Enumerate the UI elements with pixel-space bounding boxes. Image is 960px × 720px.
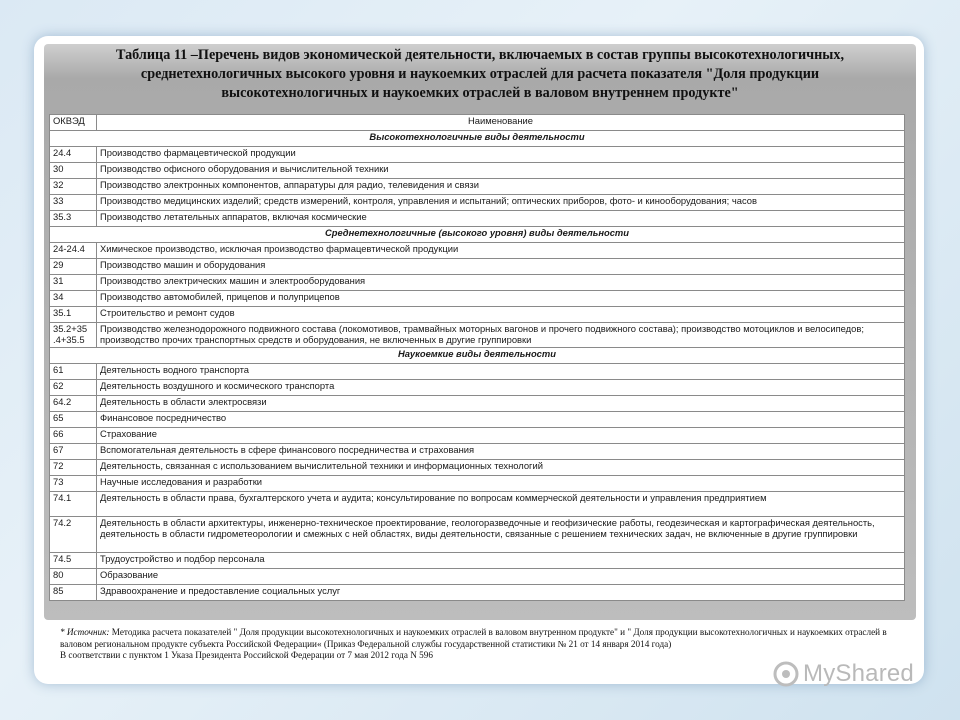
okved-code: 65 [50,412,97,428]
activity-name: Финансовое посредничество [97,412,905,428]
activity-name: Вспомогательная деятельность в сфере финансового посредничества и страхования [97,444,905,460]
table-row [50,275,905,291]
okved-code: 24-24.4 [50,243,97,259]
table-row [50,476,905,492]
source-footnote [60,627,920,662]
table-row [50,412,905,428]
activity-name: Деятельность в области архитектуры, инженерно-техническое проектирование, геологоразведочные и геофизические работы, геодезическая и картографическая деятельность, деятельность в области гидрометеорологии и смежных с ней областях, виды деятельности, связанные с решением технических задач, не включенные в другие группировки [97,517,905,553]
table-row [50,323,905,348]
okved-code: 30 [50,163,97,179]
okved-code: 67 [50,444,97,460]
okved-code: 32 [50,179,97,195]
activity-name: Деятельность водного транспорта [97,364,905,380]
section-row [50,348,905,364]
activity-name: Страхование [97,428,905,444]
watermark-text: MyShared [803,660,914,687]
okved-code: 72 [50,460,97,476]
table-row [50,179,905,195]
table-row [50,147,905,163]
activity-name: Здравоохранение и предоставление социальных услуг [97,585,905,601]
okved-code: 74.2 [50,517,97,553]
okved-code: 61 [50,364,97,380]
table-row [50,492,905,517]
table-row [50,195,905,211]
table-row [50,553,905,569]
okved-code: 80 [50,569,97,585]
section-title: Среднетехнологичные (высокого уровня) виды деятельности [50,227,905,243]
activity-name: Деятельность воздушного и космического транспорта [97,380,905,396]
table-row [50,291,905,307]
table-row [50,396,905,412]
activity-name: Образование [97,569,905,585]
activity-name: Производство электрических машин и электрооборудования [97,275,905,291]
okved-code: 31 [50,275,97,291]
table-row [50,211,905,227]
activity-name: Трудоустройство и подбор персонала [97,553,905,569]
title-line-3: высокотехнологичных и наукоемких отраслей в валовом внутреннем продукте" [221,85,739,101]
okved-code: 74.5 [50,553,97,569]
okved-code: 34 [50,291,97,307]
okved-code: 24.4 [50,147,97,163]
okved-code: 35.3 [50,211,97,227]
okved-code: 29 [50,259,97,275]
watermark-logo [773,659,914,689]
table-row [50,380,905,396]
activity-name: Производство электронных компонентов, аппаратуры для радио, телевидения и связи [97,179,905,195]
okved-code: 64.2 [50,396,97,412]
source-text: Методика расчета показателей " Доля продукции высокотехнологичных и наукоемких отраслей в валовом внутренном продукте" и " Доля продукции высокотехнологичных и наукоемких отраслей в валовом региональном продукте субъекта Российской Федерации« (Приказ Федеральной службы государственной статистики № 21 от 14 января 2014 года) [60,627,887,649]
okved-code: 85 [50,585,97,601]
okved-code: 35.1 [50,307,97,323]
table-row [50,444,905,460]
activity-name: Производство медицинских изделий; средств измерений, контроля, управления и испытаний; оптических приборов, фото- и кинооборудования; часов [97,195,905,211]
title-line-2: среднетехнологичных высокого уровня и наукоемких отраслей для расчета показателя "Доля продукции [140,66,820,82]
section-row [50,227,905,243]
okved-code: 35.2+35 .4+35.5 [50,323,97,348]
table-row [50,163,905,179]
table-row [50,517,905,553]
myshared-logo-icon [773,661,799,687]
activity-name: Деятельность в области электросвязи [97,396,905,412]
activity-name: Производство летательных аппаратов, включая космические [97,211,905,227]
activity-name: Производство железнодорожного подвижного состава (локомотивов, трамвайных моторных вагонов и прочего подвижного состава); производство мотоциклов и велосипедов; производство прочих транспортных средств и оборудования, не включенных в другие группировки [97,323,905,348]
section-row [50,131,905,147]
activity-name: Строительство и ремонт судов [97,307,905,323]
activity-name: Производство машин и оборудования [97,259,905,275]
header-name: Наименование [97,115,905,131]
activity-name: Производство офисного оборудования и вычислительной техники [97,163,905,179]
table-row [50,307,905,323]
okved-code: 66 [50,428,97,444]
activity-name: Научные исследования и разработки [97,476,905,492]
table-header-row [50,115,905,131]
okved-table [49,114,905,601]
title-line-1: Таблица 11 –Перечень видов экономической деятельности, включаемых в состав группы высокотехнологичных, [115,47,845,63]
activity-name: Химическое производство, исключая производство фармацевтической продукции [97,243,905,259]
activity-name: Деятельность в области права, бухгалтерского учета и аудита; консультирование по вопросам коммерческой деятельности и управления предприятием [97,492,905,517]
source-label: * Источник: [60,627,110,637]
table-row [50,460,905,476]
okved-code: 74.1 [50,492,97,517]
okved-code: 62 [50,380,97,396]
activity-name: Производство фармацевтической продукции [97,147,905,163]
okved-code: 33 [50,195,97,211]
activity-name: Деятельность, связанная с использованием вычислительной техники и информационных технологий [97,460,905,476]
okved-code: 73 [50,476,97,492]
section-title: Наукоемкие виды деятельности [50,348,905,364]
table-row [50,569,905,585]
table-row [50,428,905,444]
table-row [50,585,905,601]
header-code: ОКВЭД [50,115,97,131]
section-title: Высокотехнологичные виды деятельности [50,131,905,147]
table-row [50,259,905,275]
table-row [50,243,905,259]
table-title [44,46,916,103]
table-row [50,364,905,380]
activity-name: Производство автомобилей, прицепов и полуприцепов [97,291,905,307]
decree-note: В соответствии с пунктом 1 Указа Президента Российской Федерации от 7 мая 2012 года N 596 [60,650,433,660]
